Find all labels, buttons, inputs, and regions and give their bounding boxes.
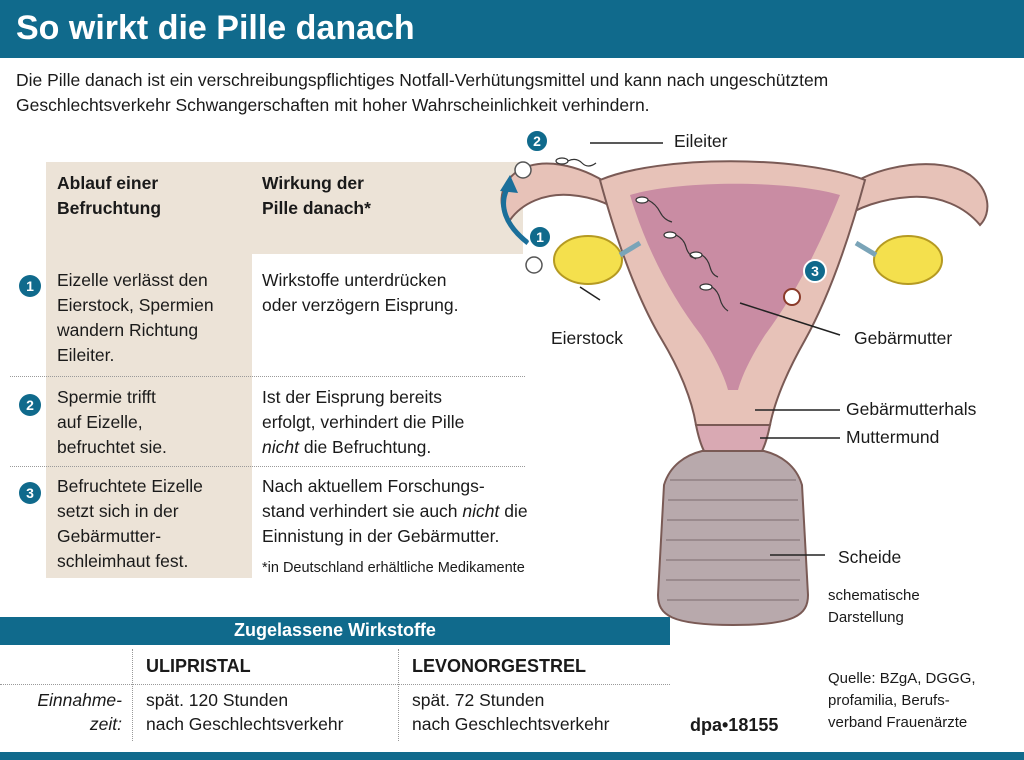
label-ovary: Eierstock — [551, 328, 623, 348]
label-fallopian-tube: Eileiter — [674, 131, 728, 151]
step-2-process: Spermie trifft auf Eizelle, befruchtet sie. — [57, 387, 167, 457]
label-uterus: Gebärmutter — [854, 328, 953, 348]
schematic-note: schematische Darstellung — [828, 587, 920, 626]
agent-ulipristal: ULIPRISTAL — [146, 656, 251, 676]
step-number-1: 1 — [19, 275, 41, 297]
vagina — [658, 451, 808, 625]
intake-label: Einnahme- zeit: — [37, 690, 122, 734]
intro-line: Geschlechtsverkehr Schwangerschaften mit hoher Wahrscheinlichkeit verhindern. — [16, 95, 650, 115]
label-os: Muttermund — [846, 427, 940, 447]
page-title: So wirkt die Pille danach — [16, 9, 415, 47]
ulipristal-intake: spät. 120 Stunden nach Geschlechtsverkehr — [146, 690, 344, 734]
agents-divider-vertical — [398, 649, 399, 741]
agents-divider — [0, 684, 670, 685]
label-vagina: Scheide — [838, 547, 902, 567]
row-divider — [10, 466, 525, 467]
egg-cell — [515, 162, 531, 178]
source-note: Quelle: BZgA, DGGG, profamilia, Berufs- verband Frauenärzte — [828, 670, 976, 731]
cervix — [696, 425, 770, 451]
agents-divider-vertical — [132, 649, 133, 741]
footnote: *in Deutschland erhältliche Medikamente — [262, 560, 525, 576]
egg-cell — [526, 257, 542, 273]
credit: dpa•18155 — [690, 715, 779, 735]
right-ovary — [874, 236, 942, 284]
left-ovary — [554, 236, 622, 284]
step-3-effect: Nach aktuellem Forschungs- stand verhindert sie auch nicht die Einnistung in der Gebärmutter. — [262, 476, 528, 546]
levonorgestrel-intake: spät. 72 Stunden nach Geschlechtsverkehr — [412, 690, 610, 734]
agents-heading: Zugelassene Wirkstoffe — [234, 620, 436, 640]
column-header-process: Ablauf einer Befruchtung — [57, 173, 162, 218]
step-3-process: Befruchtete Eizelle setzt sich in der Gebärmutter- schleimhaut fest. — [57, 476, 203, 571]
uterus-diagram — [470, 125, 1024, 645]
step-2-effect: Ist der Eisprung bereits erfolgt, verhindert die Pille nicht die Befruchtung. — [262, 387, 465, 457]
svg-text:1: 1 — [536, 229, 544, 245]
bottom-bar — [0, 752, 1024, 760]
step-1-process: Eizelle verlässt den Eierstock, Spermien wandern Richtung Eileiter. — [57, 270, 214, 365]
embryo — [784, 289, 800, 305]
label-cervix: Gebärmutterhals — [846, 399, 977, 419]
agent-levonorgestrel: LEVONORGESTREL — [412, 656, 587, 676]
row-divider — [10, 376, 525, 377]
intro-text — [16, 68, 1016, 118]
svg-text:3: 3 — [811, 263, 819, 279]
step-number-2: 2 — [19, 394, 41, 416]
column-header-effect: Wirkung der Pille danach* — [262, 173, 371, 218]
title-bar — [0, 0, 1024, 58]
step-number-3: 3 — [19, 482, 41, 504]
svg-text:2: 2 — [533, 133, 541, 149]
step-1-effect: Wirkstoffe unterdrücken oder verzögern Eisprung. — [262, 270, 459, 315]
intro-line: Die Pille danach ist ein verschreibungspflichtiges Notfall-Verhütungsmittel und kann nach ungeschütztem — [16, 70, 829, 90]
